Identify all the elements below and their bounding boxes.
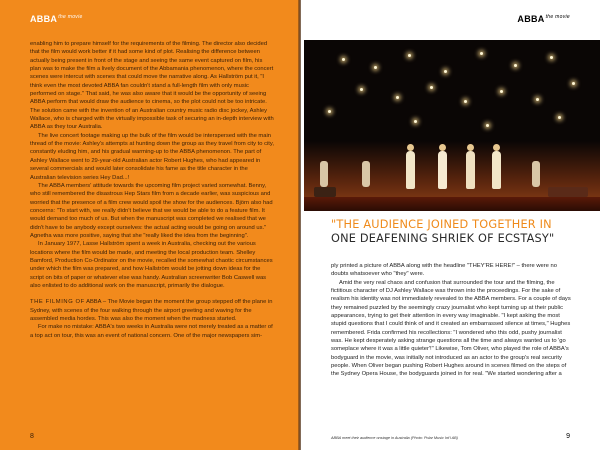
abba-logo bbox=[517, 14, 570, 24]
paragraph: The live concert footage making up the bulk of the film would be interspersed with the main thread of the movie: Ashley's attempts at hunting down the group as they travel from city to city, constantly eluding him, and his gradual warming-up to the ABBA phenomenon. The part of Ashley Wallace went to 29-year-old Australian actor Robert Hughes, who had appeared in several commercials and would later consolidate his fame as the title character in the Australian television series Hey Dad...! bbox=[30, 132, 274, 181]
right-body-text bbox=[331, 262, 571, 379]
photo-caption: ABBA meet their audience onstage in Australia (Photo: Polar Music Int'l AB) bbox=[331, 436, 458, 440]
left-body-text bbox=[30, 40, 274, 340]
paragraph: For make no mistake: ABBA's two weeks in Australia were not merely treated as a matter of a top act on tour, this was an event of national concern. One of the major newspapers sim- bbox=[30, 324, 273, 339]
paragraph: ply printed a picture of ABBA along with the headline "THEY'RE HERE!" – there were no doubts whatsoever who "they" were. bbox=[331, 263, 557, 278]
logo-text: ABBA bbox=[517, 14, 545, 24]
page-number-left: 8 bbox=[30, 433, 34, 440]
paragraph: In January 1977, Lasse Hallström spent a week in Australia, checking out the various locations where the film would be made, and meeting the local production team. Shelley Bamford, Production Co-Ordinator on the movie, recalled the somewhat chaotic circumstances under which the film was prepared, and how Hallström would be jotting down ideas for the script on bits of paper or whatever else was handy. Australian screenwriter Bob Caswell was also enlisted to do additional work on the manuscript, primarily the dialogue. bbox=[30, 241, 273, 289]
paragraph: The ABBA members' attitude towards the upcoming film project varied somewhat. Benny, who still remembered the disastrous Hep Stars film from a decade earlier, was suspicious and worried that the presence of a film crew would spoil the show for the audiences. Björn also had concerns: "To start with, we really didn't believe that we would be able to do a feature film. It would demand too much of us. But when the manuscript was completed we realised that we didn't have to be anybody except ourselves: the actual acting would be going on around us." Agnetha was more positive, saying that she "really liked the idea from the beginning". bbox=[30, 182, 273, 239]
logo-text: ABBA bbox=[30, 14, 58, 24]
left-page bbox=[0, 0, 299, 450]
concert-photo bbox=[304, 40, 600, 211]
paragraph: Amid the very real chaos and confusion that surrounded the tour and the filming, the fictitious character of DJ Ashley Wallace was thrown into the proceedings. For the sake of realism his identity was not immediately revealed to the ABBA members. For a couple of days they remained puzzled by the seemingly crazy journalist who kept turning up at their public appearances, trying to get their attention in every way imaginable. "I kept asking the most stupid questions that I could think of and it created an embarrassed silence at times," Hughes remembered. Frida confirmed his recollections: "I wondered who this odd, pushy journalist was. He kept desperately asking strange questions all the time and always wanted us to 'go someplace where it was a little quieter'!" Likewise, Tom Oliver, who played the role of ABBA's bodyguard in the movie, was initially not introduced as an actor to the group's real security people. When Oliver began pushing Robert Hughes around in scenes filmed on the steps of the Sydney Opera House, the bodyguards joined in for real. "We started wondering after a bbox=[331, 279, 571, 378]
section-paragraph bbox=[30, 298, 274, 323]
section-runin: THE FILMING OF bbox=[30, 299, 85, 306]
page-number-right: 9 bbox=[566, 433, 570, 440]
right-page bbox=[301, 0, 600, 450]
abba-logo bbox=[30, 14, 83, 24]
section-text: ABBA – The Movie began the moment the group stepped off the plane in Sydney, with scenes of the four walking through the airport greeting and waving for the assembled media hordes. This was also the moment when the madness started. bbox=[30, 299, 273, 322]
pull-quote-line-1: "THE AUDIENCE JOINED TOGETHER IN bbox=[331, 218, 552, 231]
paragraph: enabling him to prepare himself for the requirements of the filming. The director also decided that the film would work better if it had some kind of plot. Realising the difference between actually being present in front of the stage and seeing the same event captured on film, his plan was to make the film a lively document of the Abbamania phenomenon, where the concert scenes were intercut with scenes that could move the narrative along. As Hallström put it, "I think even the most devoted ABBA fan couldn't stand a full-length film with only music performed on stage." That said, he was also aware that it would be the opportunity of seeing ABBA perform that would draw the audience to cinema, so the plot could not be too intricate. The solution came with the invention of an Australian country music radio disc jockey, Ashley Wallace, who is charged with the virtually impossible task of securing an in-depth interview with ABBA as they tour Australia. bbox=[30, 41, 274, 131]
logo-sub: the movie bbox=[545, 14, 570, 20]
logo-sub: the movie bbox=[58, 14, 83, 20]
pull-quote bbox=[331, 218, 587, 246]
pull-quote-line-2: ONE DEAFENING SHRIEK OF ECSTASY" bbox=[331, 232, 555, 245]
